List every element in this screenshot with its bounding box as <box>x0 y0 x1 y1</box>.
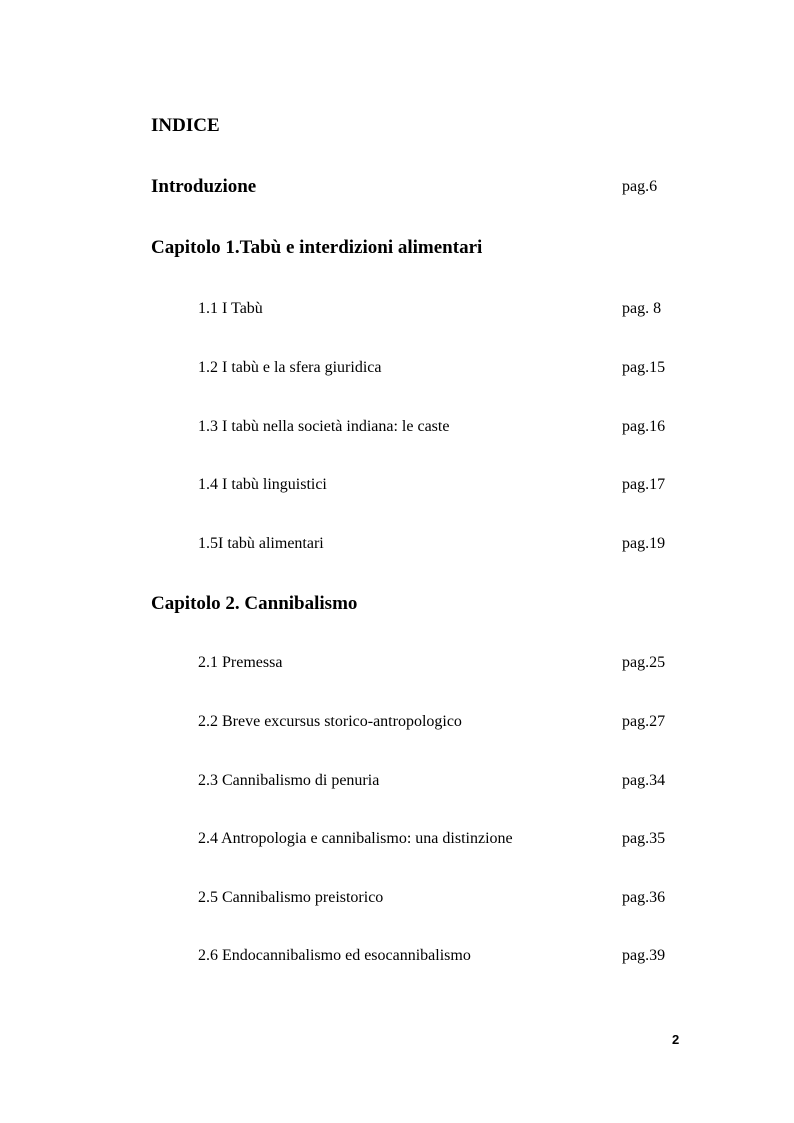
toc-entry-page: pag. 8 <box>622 300 662 317</box>
toc-entry-1-1 <box>0 297 794 321</box>
toc-entry-page: pag.39 <box>622 947 666 964</box>
toc-entry-page: pag.27 <box>622 713 666 730</box>
toc-entry-page: pag.36 <box>622 889 666 906</box>
toc-entry-label: Introduzione <box>151 176 257 197</box>
toc-entry-introduzione <box>0 175 794 199</box>
toc-entry-label: 1.3 I tabù nella società indiana: le caste <box>198 418 450 435</box>
toc-entry-page: pag.34 <box>622 772 666 789</box>
toc-entry-page: pag.6 <box>622 178 658 195</box>
toc-entry-2-5 <box>0 886 794 910</box>
toc-entry-1-4 <box>0 473 794 497</box>
toc-entry-capitolo-2 <box>0 592 794 616</box>
toc-entry-2-3 <box>0 769 794 793</box>
toc-entry-page: pag.15 <box>622 359 666 376</box>
toc-entry-label: 1.4 I tabù linguistici <box>198 476 327 493</box>
toc-entry-label: 1.5I tabù alimentari <box>198 535 324 552</box>
toc-entry-page: pag.19 <box>622 535 666 552</box>
toc-entry-label: Capitolo 1.Tabù e interdizioni alimentari <box>151 237 483 258</box>
toc-entry-2-6 <box>0 944 794 968</box>
toc-entry-label: 1.2 I tabù e la sfera giuridica <box>198 359 382 376</box>
toc-entry-page: pag.16 <box>622 418 666 435</box>
toc-entry-page: pag.17 <box>622 476 666 493</box>
toc-entry-1-2 <box>0 356 794 380</box>
page-number: 2 <box>672 1032 680 1047</box>
toc-entry-2-1 <box>0 651 794 675</box>
toc-entry-capitolo-1 <box>0 236 794 260</box>
toc-entry-page: pag.25 <box>622 654 666 671</box>
toc-entry-label: 2.3 Cannibalismo di penuria <box>198 772 380 789</box>
toc-entry-2-4 <box>0 827 794 851</box>
toc-entry-2-2 <box>0 710 794 734</box>
toc-entry-label: 2.6 Endocannibalismo ed esocannibalismo <box>198 947 471 964</box>
toc-entry-label: 2.1 Premessa <box>198 654 283 671</box>
toc-entry-label: Capitolo 2. Cannibalismo <box>151 593 358 614</box>
toc-entry-label: 2.5 Cannibalismo preistorico <box>198 889 384 906</box>
toc-entry-1-3 <box>0 415 794 439</box>
toc-entry-label: 2.2 Breve excursus storico-antropologico <box>198 713 462 730</box>
toc-entry-label: 2.4 Antropologia e cannibalismo: una distinzione <box>198 830 513 847</box>
toc-entry-1-5 <box>0 532 794 556</box>
toc-entry-page: pag.35 <box>622 830 666 847</box>
page-title: INDICE <box>151 115 220 136</box>
toc-entry-label: 1.1 I Tabù <box>198 300 263 317</box>
